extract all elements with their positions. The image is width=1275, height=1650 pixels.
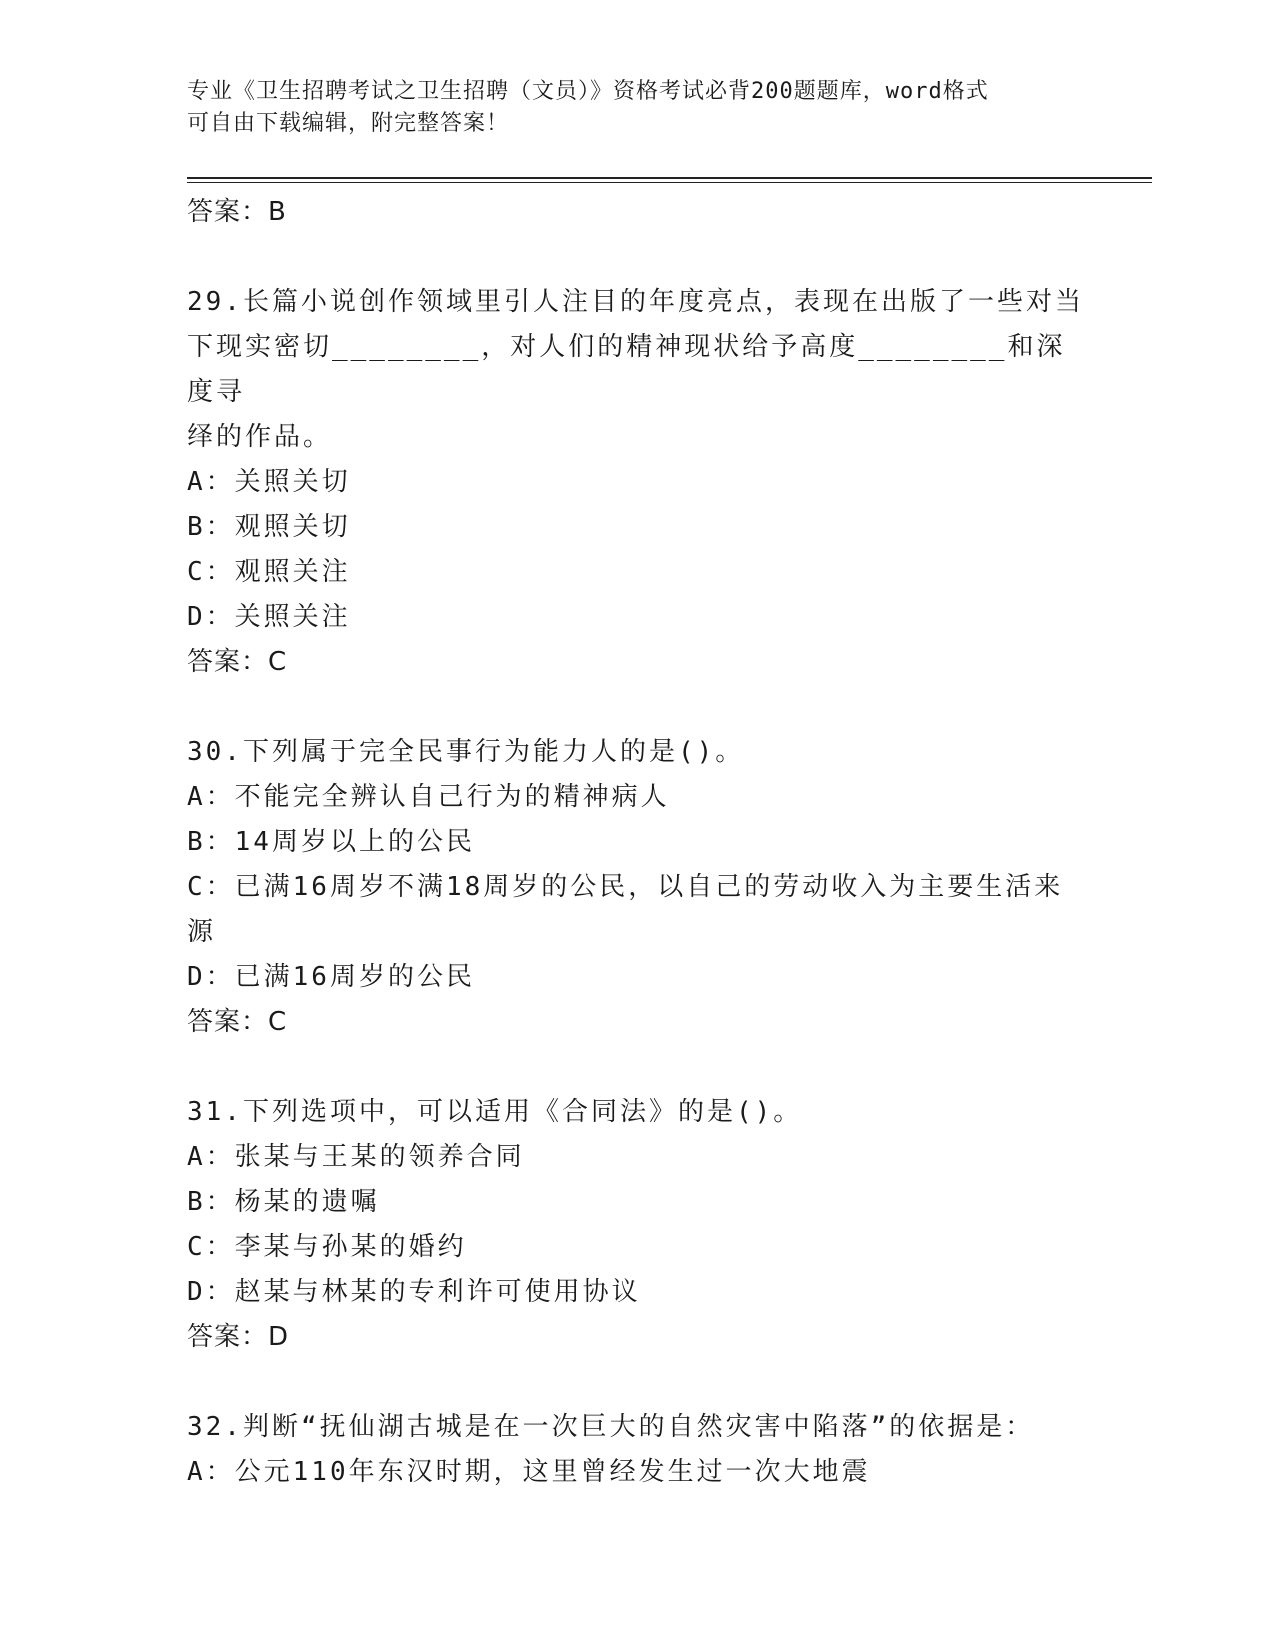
option-d: D：赵某与林某的专利许可使用协议 xyxy=(187,1277,641,1307)
question-stem: 31.下列选项中，可以适用《合同法》的是()。 xyxy=(187,1097,803,1127)
option-a: A：公元110年东汉时期，这里曾经发生过一次大地震 xyxy=(187,1457,871,1487)
option-a: A：张某与王某的领养合同 xyxy=(187,1142,525,1172)
option-c: C：已满16周岁不满18周岁的公民，以自己的劳动收入为主要生活来 xyxy=(187,872,1064,902)
question-30 xyxy=(187,730,1087,1045)
question-31 xyxy=(187,1090,1087,1360)
answer-line: 答案：C xyxy=(187,647,288,677)
option-b: B：观照关切 xyxy=(187,512,351,542)
option-c: C：李某与孙某的婚约 xyxy=(187,1232,467,1262)
option-d: D：关照关注 xyxy=(187,602,351,632)
option-c: C：观照关注 xyxy=(187,557,351,587)
answer-line: 答案：D xyxy=(187,1322,290,1352)
header-divider xyxy=(187,177,1152,179)
option-d: D：已满16周岁的公民 xyxy=(187,962,475,992)
option-b: B：14周岁以上的公民 xyxy=(187,827,475,857)
answer-line: 答案：C xyxy=(187,1007,288,1037)
header-line-1: 专业《卫生招聘考试之卫生招聘（文员）》资格考试必背200题题库，word格式 xyxy=(187,79,989,104)
question-stem: 29.长篇小说创作领域里引人注目的年度亮点，表现在出版了一些对当 xyxy=(187,287,1084,317)
question-stem: 下现实密切________，对人们的精神现状给予高度________和深度寻 xyxy=(187,332,1066,407)
question-32 xyxy=(187,1405,1087,1495)
option-a: A：关照关切 xyxy=(187,467,351,497)
document-header xyxy=(187,76,1067,140)
option-c-continued: 源 xyxy=(187,917,217,947)
header-divider-thin xyxy=(187,182,1152,183)
answer-line: 答案：B xyxy=(187,197,287,227)
option-b: B：杨某的遗嘱 xyxy=(187,1187,380,1217)
option-a: A：不能完全辨认自己行为的精神病人 xyxy=(187,782,670,812)
question-stem: 32.判断“抚仙湖古城是在一次巨大的自然灾害中陷落”的依据是： xyxy=(187,1412,1035,1442)
document-body xyxy=(187,190,1087,1495)
header-line-2: 可自由下载编辑，附完整答案！ xyxy=(187,111,510,136)
question-stem: 绎的作品。 xyxy=(187,422,333,452)
question-stem: 30.下列属于完全民事行为能力人的是()。 xyxy=(187,737,745,767)
question-29 xyxy=(187,280,1087,685)
